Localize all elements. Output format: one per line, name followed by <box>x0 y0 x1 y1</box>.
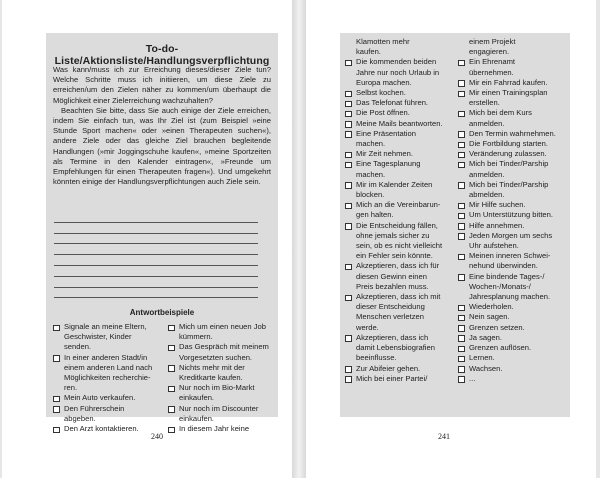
checkbox-icon[interactable] <box>345 295 352 302</box>
answer-item <box>458 108 566 128</box>
item-line: Den Führerschein <box>64 403 125 413</box>
answer-item <box>458 343 566 353</box>
checkbox-icon[interactable] <box>458 111 465 118</box>
item-line: Mir einen Trainingsplan <box>469 88 548 98</box>
item-line: blocken. <box>356 190 385 200</box>
item-line: einem Projekt <box>469 37 516 46</box>
item-line: Die Entscheidung fällen, <box>356 220 438 230</box>
checkbox-icon[interactable] <box>53 355 60 362</box>
checkbox-icon[interactable] <box>168 427 175 434</box>
answer-item <box>458 88 566 108</box>
checkbox-icon[interactable] <box>345 223 352 230</box>
item-line: einkaufen. <box>179 393 215 403</box>
answer-item <box>458 353 566 363</box>
answer-item <box>458 210 566 220</box>
item-line: Mich bei Tinder/Parship <box>469 159 549 169</box>
page-number: 240 <box>151 432 163 441</box>
checkbox-icon[interactable] <box>53 406 60 413</box>
item-line: Wochen-/Monats-/ <box>469 281 531 291</box>
item-line: Jahresplanung machen. <box>469 292 551 302</box>
item-line: Mir Zeit nehmen. <box>356 149 413 159</box>
checkbox-icon[interactable] <box>458 131 465 138</box>
item-line: übernehmen. <box>469 67 514 77</box>
checkbox-icon[interactable] <box>458 335 465 342</box>
left-page <box>2 0 292 478</box>
answer-item <box>458 312 566 322</box>
answer-item <box>458 323 566 333</box>
item-line: Grenzen setzen. <box>469 322 525 332</box>
checkbox-icon[interactable] <box>53 396 60 403</box>
checkbox-icon[interactable] <box>458 91 465 98</box>
item-line: ein Fehler sein könnte. <box>356 251 433 261</box>
checkbox-icon[interactable] <box>168 386 175 393</box>
item-line: Mir im Kalender Zeiten <box>356 179 433 189</box>
item-line: Nur noch im Bio-Markt <box>179 383 255 393</box>
box-title: To-do-Liste/Aktionsliste/Handlungsverpflichtung <box>54 43 270 67</box>
answer-item <box>345 149 451 159</box>
checkbox-icon[interactable] <box>168 325 175 332</box>
checkbox-icon[interactable] <box>345 91 352 98</box>
answer-item <box>168 342 274 362</box>
checkbox-icon[interactable] <box>168 345 175 352</box>
answer-item <box>168 404 274 424</box>
item-line: erstellen. <box>469 98 500 108</box>
item-line: Akzeptieren, dass ich <box>356 332 429 342</box>
item-line: Klamotten mehr <box>356 37 410 46</box>
item-line: Akzeptieren, dass ich mit <box>356 292 441 302</box>
item-line: Zur Abifeier gehen. <box>356 363 421 373</box>
item-line: Das Telefonat führen. <box>356 98 429 108</box>
item-line: Eine Präsentation <box>356 128 416 138</box>
item-line: Vorgesetzten suchen. <box>179 352 253 362</box>
checkbox-icon[interactable] <box>345 101 352 108</box>
item-line: Jeden Morgen um sechs <box>469 230 553 240</box>
checkbox-icon[interactable] <box>345 60 352 67</box>
item-line: engagieren. <box>469 47 510 57</box>
answer-item <box>458 364 566 374</box>
item-line: Wachsen. <box>469 363 503 373</box>
item-line: Den Arzt kontaktieren. <box>64 424 139 434</box>
answer-item <box>458 139 566 149</box>
item-line: Mich bei einer Partei/ <box>356 373 428 383</box>
checkbox-icon[interactable] <box>458 325 465 332</box>
item-line: In diesem Jahr keine <box>179 424 250 434</box>
item-line: abmelden. <box>469 190 505 200</box>
answer-item <box>168 424 274 434</box>
checkbox-icon[interactable] <box>458 254 465 261</box>
checkbox-icon[interactable] <box>458 203 465 210</box>
checkbox-icon[interactable] <box>345 335 352 342</box>
checkbox-icon[interactable] <box>458 366 465 373</box>
checkbox-icon[interactable] <box>345 264 352 271</box>
checkbox-icon[interactable] <box>345 366 352 373</box>
writing-line[interactable] <box>54 255 258 266</box>
item-line: Die kommenden beiden <box>356 57 437 67</box>
answer-item <box>345 98 451 108</box>
answer-item <box>458 333 566 343</box>
answer-item-continuation <box>345 37 451 57</box>
item-line: ren. <box>64 383 78 393</box>
answer-item <box>458 57 566 77</box>
answer-item <box>345 180 451 200</box>
item-line: Geschwister, Kinder <box>64 332 132 342</box>
answers-column-right <box>168 322 274 434</box>
item-line: Mich an die Vereinbarun- <box>356 200 441 210</box>
answer-item <box>458 251 566 271</box>
checkbox-icon[interactable] <box>345 121 352 128</box>
checkbox-icon[interactable] <box>458 152 465 159</box>
checkbox-icon[interactable] <box>345 376 352 383</box>
item-line: anmelden. <box>469 118 505 128</box>
item-line: Wiederholen. <box>469 302 514 312</box>
answer-item <box>345 119 451 129</box>
item-line: Den Termin wahrnehmen. <box>469 128 556 138</box>
writing-line[interactable] <box>54 277 258 288</box>
answer-item <box>345 129 451 149</box>
item-line: Nichts mehr mit der <box>179 362 245 372</box>
answer-item <box>458 221 566 231</box>
answer-item <box>345 108 451 118</box>
item-line: Veränderung zulassen. <box>469 149 547 159</box>
item-line: Möglichkeiten recherchie- <box>64 373 151 383</box>
answer-item <box>345 57 451 88</box>
checkbox-icon[interactable] <box>458 223 465 230</box>
writing-line[interactable] <box>54 234 258 245</box>
answer-item <box>458 374 566 384</box>
item-line: dieser Entscheidung <box>356 302 425 312</box>
answer-item <box>53 322 161 353</box>
answer-item <box>345 261 451 292</box>
answer-item <box>168 322 274 342</box>
answer-item <box>345 221 451 262</box>
item-line: einem anderen Land nach <box>64 362 153 372</box>
writing-line[interactable] <box>54 288 258 299</box>
writing-line[interactable] <box>54 266 258 277</box>
item-line: ... <box>469 373 476 383</box>
item-line: Selbst kochen. <box>356 88 406 98</box>
checkbox-icon[interactable] <box>458 274 465 281</box>
checkbox-icon[interactable] <box>345 152 352 159</box>
answer-item <box>458 149 566 159</box>
item-line: anmelden. <box>469 169 505 179</box>
item-line: Menschen verletzen <box>356 312 424 322</box>
book-gutter <box>292 0 306 478</box>
item-line: abgeben. <box>64 413 96 423</box>
item-line: gen halten. <box>356 210 394 220</box>
checkbox-icon[interactable] <box>345 131 352 138</box>
item-line: In einer anderen Stadt/in <box>64 352 148 362</box>
writing-line[interactable] <box>54 212 258 223</box>
answer-item <box>168 363 274 383</box>
checkbox-icon[interactable] <box>458 315 465 322</box>
answer-item <box>458 78 566 88</box>
checkbox-icon[interactable] <box>458 80 465 87</box>
checkbox-icon[interactable] <box>458 60 465 67</box>
writing-line[interactable] <box>54 244 258 255</box>
item-line: kümmern. <box>179 332 213 342</box>
item-line: Signale an meine Eltern, <box>64 322 147 331</box>
answer-item <box>458 180 566 200</box>
answers-column-left <box>345 37 451 384</box>
answer-item-continuation <box>458 37 566 57</box>
checkbox-icon[interactable] <box>53 325 60 332</box>
item-line: Hilfe annehmen. <box>469 220 525 230</box>
item-line: Mich um einen neuen Job <box>179 322 266 331</box>
answer-item <box>168 383 274 403</box>
item-line: Mir ein Fahrrad kaufen. <box>469 77 548 87</box>
answer-item <box>458 272 566 303</box>
checkbox-icon[interactable] <box>458 233 465 240</box>
item-line: machen. <box>356 169 386 179</box>
answer-item <box>53 353 161 394</box>
item-line: Mich bei Tinder/Parship <box>469 179 549 189</box>
checkbox-icon[interactable] <box>345 182 352 189</box>
todo-box <box>46 33 278 434</box>
item-line: Die Post öffnen. <box>356 108 410 118</box>
item-line: Mich bei dem Kurs <box>469 108 532 118</box>
item-line: diesen Gewinn einen <box>356 271 427 281</box>
item-line: Ja sagen. <box>469 332 502 342</box>
item-line: Preis bezahlen muss. <box>356 281 429 291</box>
item-line: Mir Hilfe suchen. <box>469 200 526 210</box>
answers-title: Antwortbeispiele <box>129 308 195 317</box>
answer-item <box>53 393 161 403</box>
checkbox-icon[interactable] <box>345 203 352 210</box>
answer-item <box>345 159 451 179</box>
answer-item <box>345 374 451 384</box>
item-line: Eine bindende Tages-/ <box>469 271 545 281</box>
intro-paragraph-1: Was kann/muss ich zur Erreichung dieses/dieser Ziele tun? Welche Schritte muss ich initiieren, um diese Ziele zu erreichen/um den Zielen näher zu kommen/um überhaupt die Möglichkeit einer Zielerreichung wachzuhalten? <box>53 65 271 105</box>
item-line: ohne jemals sicher zu <box>356 230 430 240</box>
item-line: Nein sagen. <box>469 312 510 322</box>
answer-item <box>458 200 566 210</box>
checkbox-icon[interactable] <box>458 305 465 312</box>
item-line: Grenzen auflösen. <box>469 343 532 353</box>
checkbox-icon[interactable] <box>458 213 465 220</box>
answers-box <box>340 33 570 417</box>
page-number: 241 <box>438 432 450 441</box>
answer-item <box>458 302 566 312</box>
checkbox-icon[interactable] <box>458 142 465 149</box>
answer-item <box>53 404 161 424</box>
item-line: einkaufen. <box>179 413 215 423</box>
item-line: Lernen. <box>469 353 495 363</box>
answer-item <box>53 424 161 434</box>
item-line: Eine Tagesplanung <box>356 159 421 169</box>
answer-item <box>345 200 451 220</box>
item-line: machen. <box>356 139 386 149</box>
item-line: kaufen. <box>356 47 381 57</box>
item-line: Nur noch im Discounter <box>179 403 259 413</box>
item-line: werde. <box>356 322 379 332</box>
writing-line[interactable] <box>54 223 258 234</box>
checkbox-icon[interactable] <box>458 356 465 363</box>
answer-item <box>345 364 451 374</box>
item-line: Meinen inneren Schwei- <box>469 251 551 261</box>
answers-column-right <box>458 37 566 384</box>
answer-item <box>458 159 566 179</box>
checkbox-icon[interactable] <box>168 365 175 372</box>
checkbox-icon[interactable] <box>458 162 465 169</box>
item-line: nehund überwinden. <box>469 261 538 271</box>
item-line: senden. <box>64 342 92 352</box>
checkbox-icon[interactable] <box>53 427 60 434</box>
item-line: Die Fortbildung starten. <box>469 139 548 149</box>
item-line: sein, ob es nicht vielleicht <box>356 241 443 251</box>
item-line: Akzeptieren, dass ich für <box>356 261 440 271</box>
checkbox-icon[interactable] <box>458 376 465 383</box>
item-line: Das Gespräch mit meinem <box>179 342 269 352</box>
checkbox-icon[interactable] <box>458 346 465 353</box>
item-line: beeinflusse. <box>356 353 397 363</box>
checkbox-icon[interactable] <box>345 162 352 169</box>
item-line: Europa machen. <box>356 77 412 87</box>
item-line: damit Lebensbiografien <box>356 343 435 353</box>
checkbox-icon[interactable] <box>168 406 175 413</box>
item-line: Mein Auto verkaufen. <box>64 393 136 403</box>
answer-item <box>458 129 566 139</box>
intro-paragraph-2: Beachten Sie bitte, dass Sie auch einige der Ziele erreichen, indem Sie einfach tun, was Ihr Ziel ist (zum Beispiel »eine Stunde Sport machen« oder »einen Therapeuten suchen«), andere Ziele oder das gleiche Ziel brauchen begleitende Handlungen (»mir Joggingschuhe kaufen«, »meine Sportzeiten als Termine in den Kalender eintragen«, »Freunde um Empfehlungen für einen Therapeuten fragen«). Und umgekehrt könnten einige der Handlungsverpflichtungen auch Ziele sein. <box>53 105 271 187</box>
answers-column-left <box>53 322 161 434</box>
item-line: Kreditkarte kaufen. <box>179 373 243 383</box>
checkbox-icon[interactable] <box>458 182 465 189</box>
answer-item <box>345 333 451 364</box>
writing-lines[interactable] <box>54 212 258 298</box>
intro-text <box>53 65 271 187</box>
answer-item <box>345 88 451 98</box>
answer-item <box>345 292 451 333</box>
item-line: Um Unterstützung bitten. <box>469 210 553 220</box>
checkbox-icon[interactable] <box>345 111 352 118</box>
right-page <box>306 0 596 478</box>
item-line: Jahre nur noch Urlaub in <box>356 67 440 77</box>
item-line: Meine Mails beantworten. <box>356 118 443 128</box>
item-line: Ein Ehrenamt <box>469 57 516 67</box>
item-line: Uhr aufstehen. <box>469 241 519 251</box>
answer-item <box>458 231 566 251</box>
